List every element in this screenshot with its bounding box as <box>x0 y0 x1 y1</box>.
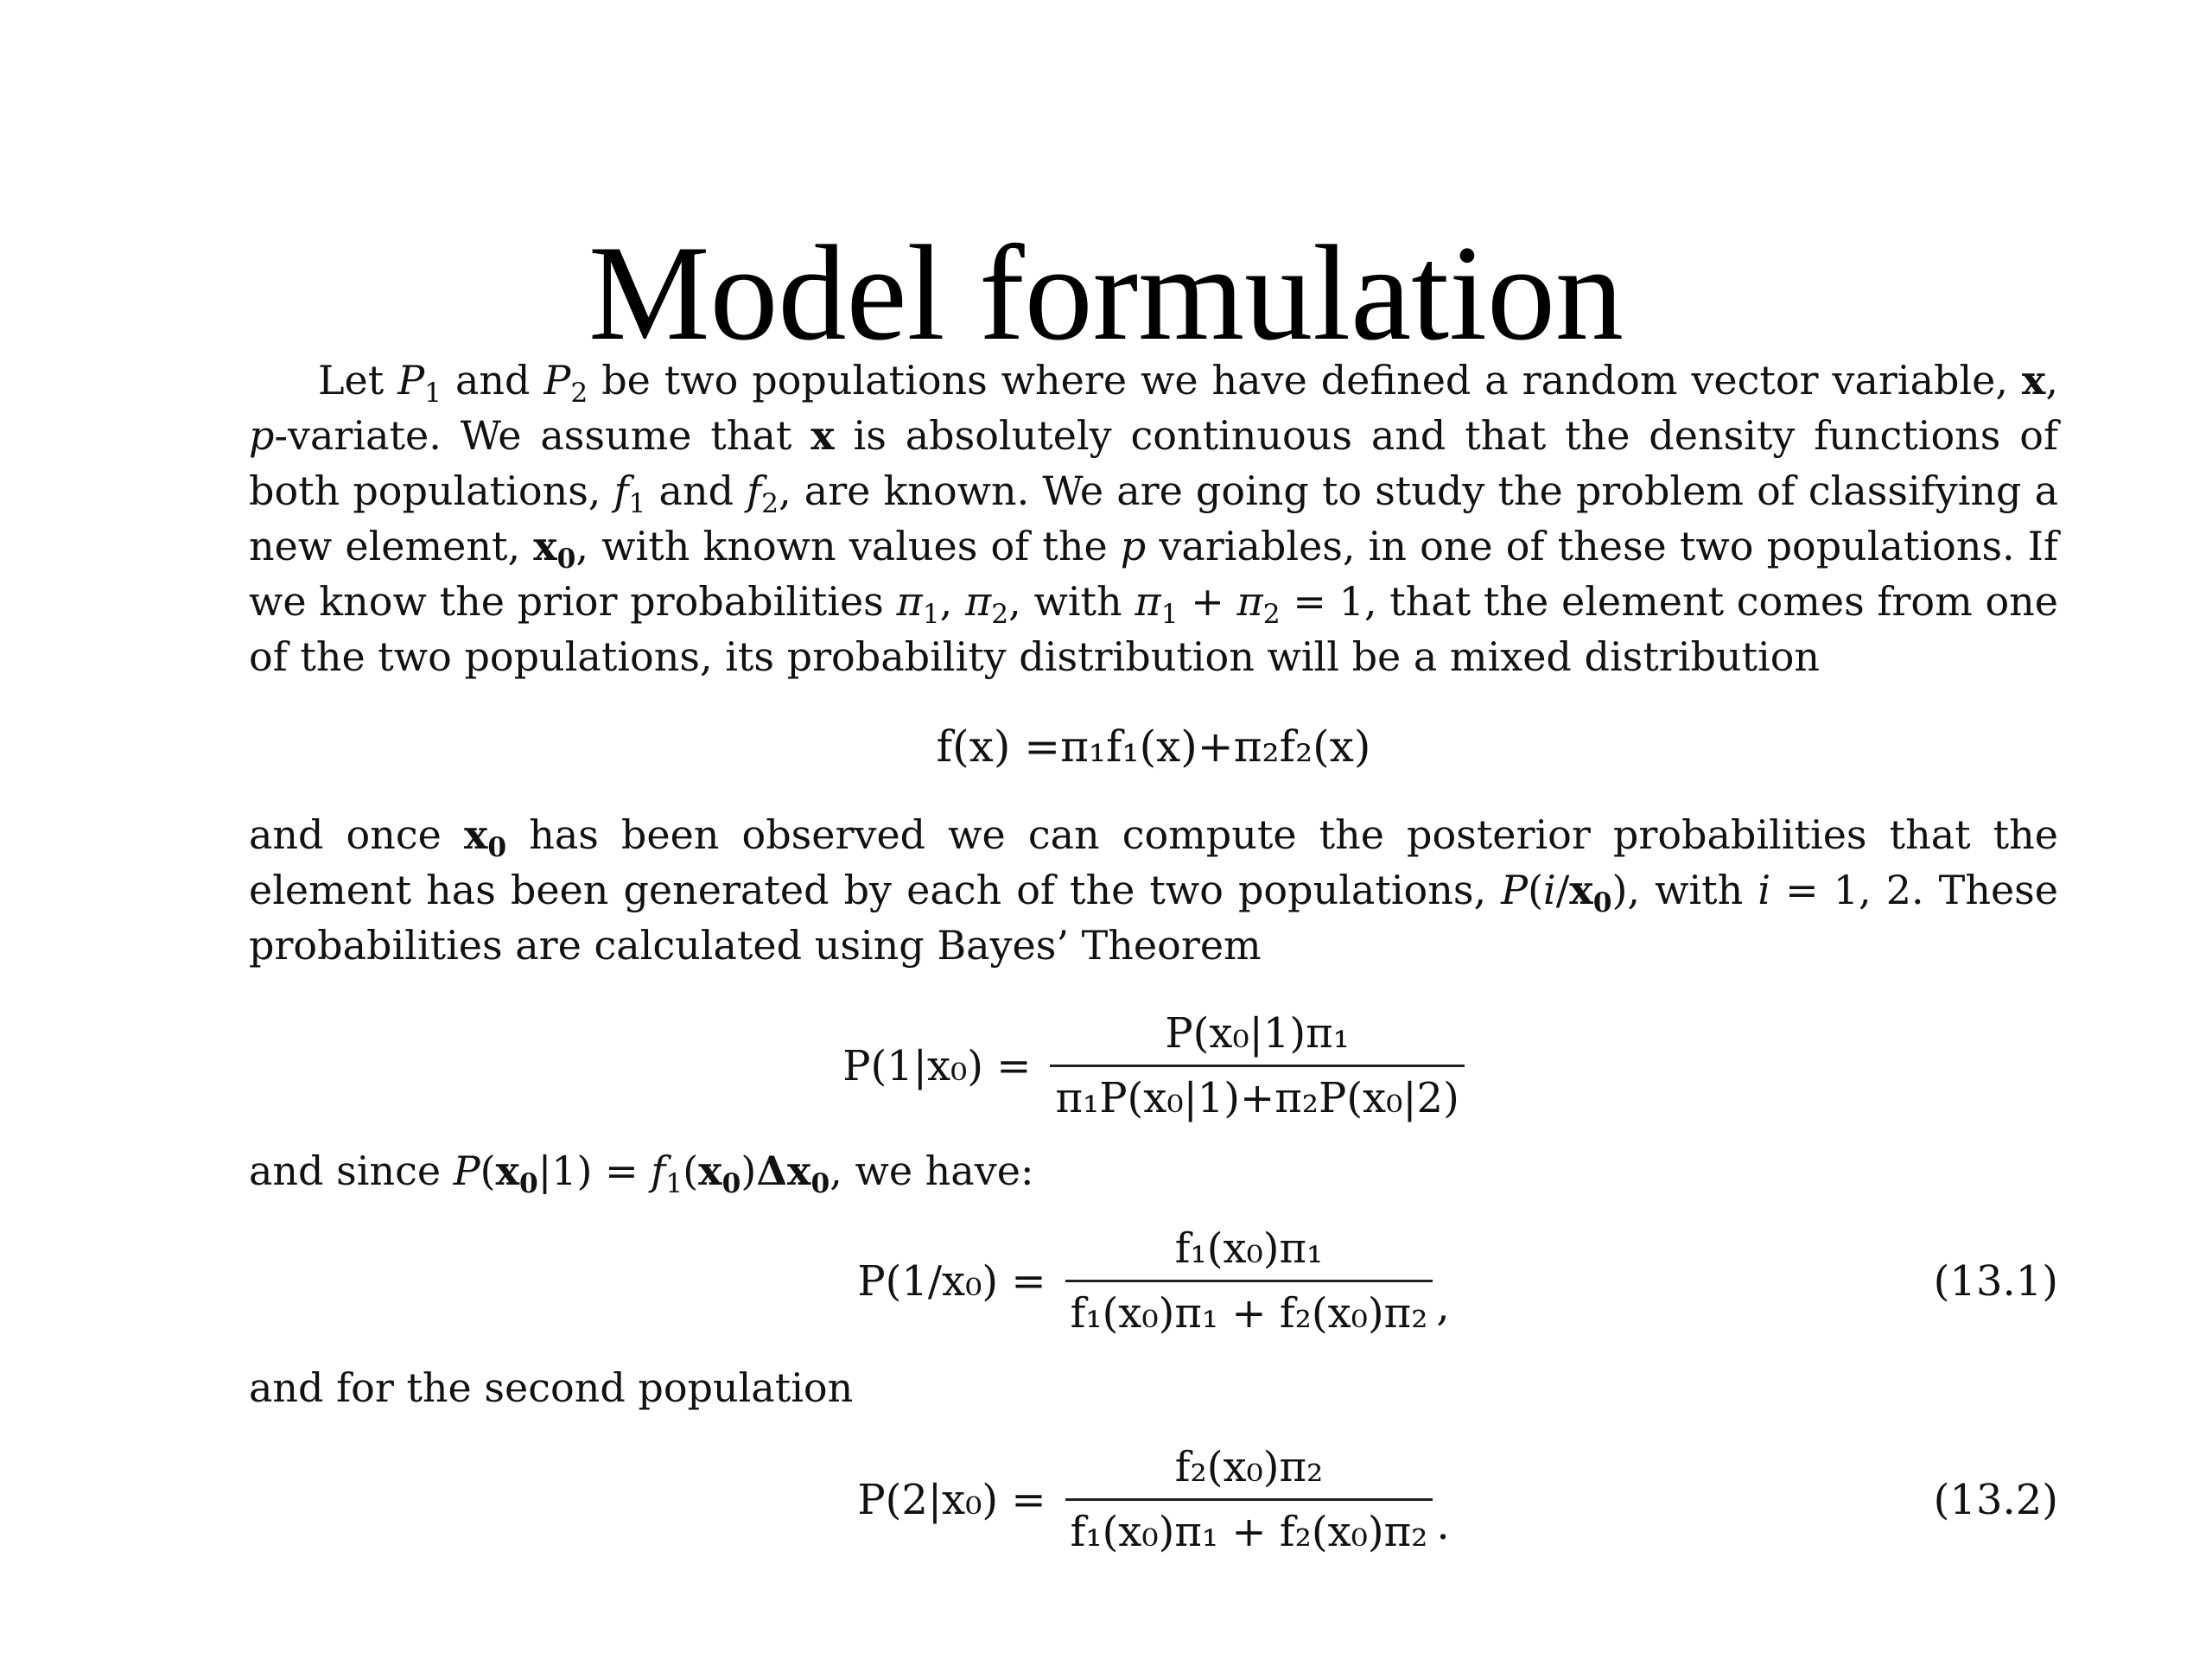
math-var: π <box>896 578 923 625</box>
text: / <box>1555 867 1570 913</box>
text: ) <box>741 1147 757 1194</box>
math-var: P <box>453 1147 480 1194</box>
text: |1) = <box>537 1147 652 1194</box>
math-var: π <box>1236 578 1263 625</box>
text: -variate. We assume that <box>274 412 811 459</box>
slide-title: Model formulation <box>588 218 1624 369</box>
text: and <box>645 467 747 514</box>
equation-bayes <box>249 1007 2058 1124</box>
equation-lhs: P(2|x₀) = <box>857 1475 1046 1524</box>
text: be two populations where we have defined a random vector variable, <box>588 357 2022 404</box>
math-sub: 1 <box>922 598 940 630</box>
fraction <box>1065 1441 1433 1558</box>
fraction-numerator: f₂(x₀)π₂ <box>1174 1443 1324 1491</box>
math-sub: 2 <box>991 598 1009 630</box>
fraction-numerator: P(x₀|1)π₁ <box>1165 1009 1350 1058</box>
math-var: π <box>1135 578 1161 625</box>
math-var: p <box>249 412 275 459</box>
equation-number: (13.2) <box>1933 1475 2058 1524</box>
math-vector: Δx <box>756 1147 811 1194</box>
text: ), with <box>1611 867 1758 913</box>
equation-13-1 <box>249 1223 2058 1339</box>
math-vector: x <box>2021 357 2046 404</box>
text: , <box>2045 357 2058 404</box>
math-vector: x <box>463 811 488 858</box>
math-var: f <box>613 467 629 514</box>
math-sub: 2 <box>570 377 588 409</box>
paragraph-posterior <box>249 807 2058 973</box>
fraction-numerator: f₁(x₀)π₁ <box>1174 1224 1324 1273</box>
text: , are known. We are going to study the problem of classifying a new element, <box>249 467 2058 569</box>
math-sub: 0 <box>810 1167 830 1199</box>
text: , with <box>1008 578 1135 625</box>
text: + <box>1178 578 1237 625</box>
math-sub: 0 <box>556 543 576 575</box>
text: ( <box>1528 867 1544 913</box>
fraction <box>1065 1223 1433 1339</box>
paragraph-second-population: and for the second population <box>249 1364 854 1411</box>
math-var: P <box>1501 867 1529 913</box>
text: Let <box>318 357 398 404</box>
text: , <box>939 578 965 625</box>
math-sub: 1 <box>424 377 442 409</box>
paragraph-since <box>249 1143 2058 1198</box>
equation-mixture: f(x) =π₁f₁(x)+π₂f₂(x) <box>936 721 1371 772</box>
equation-punctuation: , <box>1436 1282 1450 1331</box>
math-sub: 0 <box>487 831 507 863</box>
text: and <box>442 357 544 404</box>
text: and once <box>249 811 464 858</box>
math-var: π <box>964 578 992 625</box>
math-sub: 1 <box>665 1167 683 1199</box>
fraction-denominator: f₁(x₀)π₁ + f₂(x₀)π₂ <box>1065 1498 1433 1558</box>
math-sub: 2 <box>1262 598 1281 630</box>
text: , with known values of the <box>575 523 1121 569</box>
text: , we have: <box>830 1147 1034 1194</box>
text: ( <box>683 1147 699 1194</box>
text: has been observed we can compute the posterior probabilities that the element has been generated by each of the two populations, <box>249 811 2059 913</box>
math-sub: 0 <box>721 1167 741 1199</box>
math-var: f <box>651 1147 666 1194</box>
text: ( <box>480 1147 496 1194</box>
text: is absolutely continuous and that the density functions of both populations, <box>249 412 2058 514</box>
math-var: i <box>1543 867 1556 913</box>
math-vector: x <box>1569 867 1593 913</box>
math-var: f <box>747 467 762 514</box>
paragraph-intro <box>249 353 2058 684</box>
math-vector: x <box>698 1147 722 1194</box>
math-sub: 2 <box>761 487 779 519</box>
text: = 1, that the element comes from one of the two populations, its probability distribution will be a mixed distribution <box>249 578 2058 680</box>
fraction <box>1050 1007 1464 1124</box>
slide-body <box>249 353 2058 1575</box>
math-var: P <box>543 357 571 404</box>
equation-13-2 <box>249 1441 2058 1558</box>
text: variables, in one of these two populations. If we know the prior probabilities <box>249 523 2058 625</box>
math-vector: x <box>495 1147 520 1194</box>
equation-lhs: P(1/x₀) = <box>857 1256 1046 1306</box>
math-var: p <box>1120 523 1147 569</box>
text: = 1, 2. These probabilities are calculated using Bayes’ Theorem <box>249 867 2058 969</box>
math-var: i <box>1758 867 1771 913</box>
math-var: P <box>397 357 425 404</box>
math-vector: x <box>810 412 835 459</box>
math-sub: 1 <box>1160 598 1179 630</box>
math-vector: x <box>533 523 557 569</box>
math-sub: 1 <box>628 487 646 519</box>
math-sub: 0 <box>519 1167 538 1199</box>
text: and since <box>249 1147 454 1194</box>
fraction-denominator: f₁(x₀)π₁ + f₂(x₀)π₂ <box>1065 1280 1433 1339</box>
equation-punctuation: . <box>1436 1501 1450 1549</box>
math-sub: 0 <box>1592 887 1612 918</box>
equation-number: (13.1) <box>1933 1256 2058 1306</box>
equation-lhs: P(1|x₀) = <box>842 1041 1032 1090</box>
fraction-denominator: π₁P(x₀|1)+π₂P(x₀|2) <box>1050 1065 1464 1124</box>
